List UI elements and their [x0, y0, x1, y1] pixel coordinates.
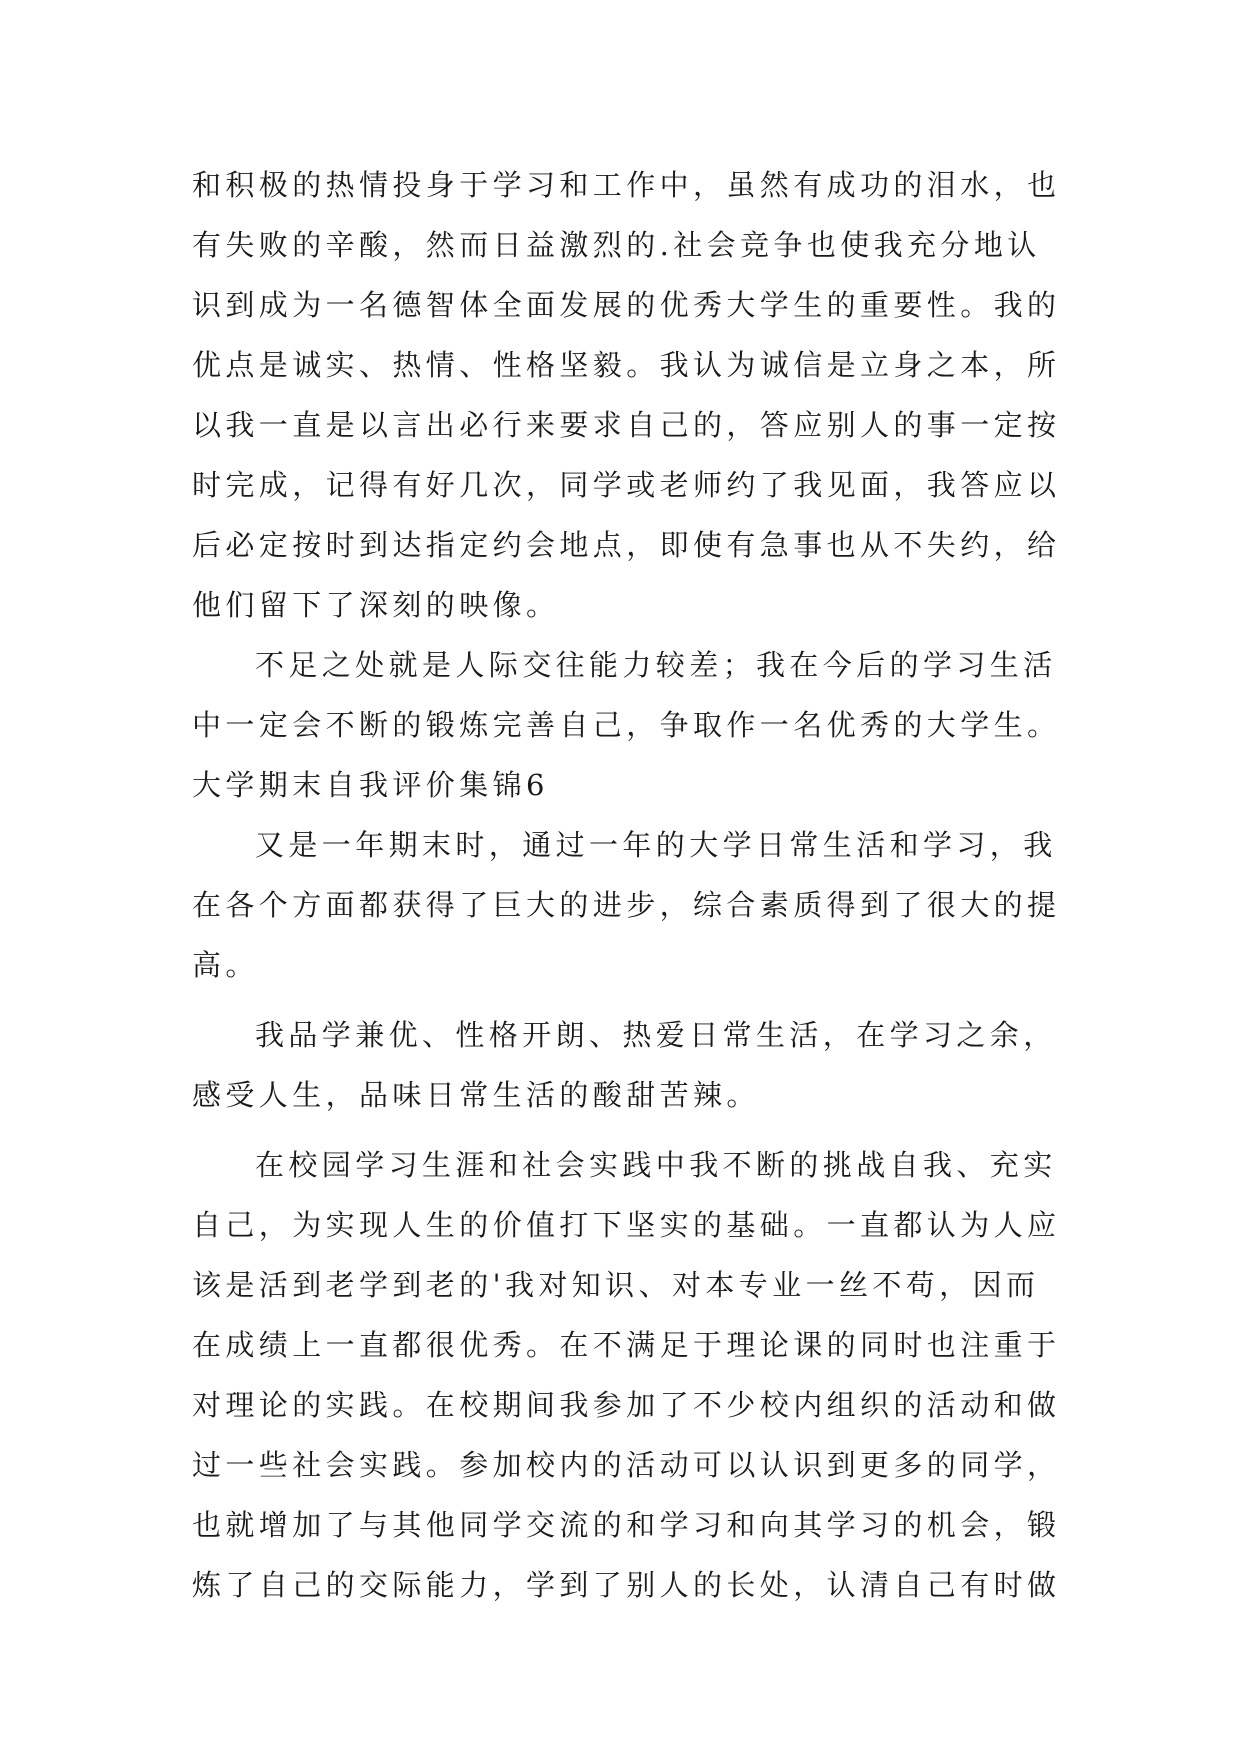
paragraph-first-line: 又是一年期末时，通过一年的大学日常生活和学习，我: [255, 828, 1057, 862]
paragraph-first-line: 我品学兼优、性格开朗、热爱日常生活，在学习之余，: [255, 1018, 1057, 1052]
text-line: 在成绩上一直都很优秀。在不满足于理论课的同时也注重于: [192, 1328, 1061, 1362]
text-line: 也就增加了与其他同学交流的和学习和向其学习的机会，锻: [192, 1508, 1061, 1542]
text-line: 自己，为实现人生的价值打下坚实的基础。一直都认为人应: [192, 1208, 1061, 1242]
text-line: 后必定按时到达指定约会地点，即使有急事也从不失约，给: [192, 528, 1061, 562]
section-heading: 大学期末自我评价集锦6: [192, 768, 549, 802]
text-line: 在各个方面都获得了巨大的进步，综合素质得到了很大的提: [192, 888, 1061, 922]
text-line: 高。: [192, 948, 259, 982]
text-line: 识到成为一名德智体全面发展的优秀大学生的重要性。我的: [192, 288, 1061, 322]
paragraph-first-line: 不足之处就是人际交往能力较差；我在今后的学习生活: [255, 648, 1057, 682]
text-line: 该是活到老学到老的'我对知识、对本专业一丝不苟，因而: [192, 1268, 1040, 1302]
text-line: 感受人生，品味日常生活的酸甜苦辣。: [192, 1078, 760, 1112]
text-line: 中一定会不断的锻炼完善自己，争取作一名优秀的大学生。: [192, 708, 1061, 742]
text-line: 炼了自己的交际能力，学到了别人的长处，认清自己有时做: [192, 1568, 1061, 1602]
text-line: 时完成，记得有好几次，同学或老师约了我见面，我答应以: [192, 468, 1061, 502]
text-line: 和积极的热情投身于学习和工作中，虽然有成功的泪水，也: [192, 168, 1061, 202]
text-line: 优点是诚实、热情、性格坚毅。我认为诚信是立身之本，所: [192, 348, 1061, 382]
text-line: 他们留下了深刻的映像。: [192, 588, 560, 622]
text-line: 有失败的辛酸，然而日益激烈的.社会竞争也使我充分地认: [192, 228, 1041, 262]
text-line: 过一些社会实践。参加校内的活动可以认识到更多的同学，: [192, 1448, 1061, 1482]
paragraph-first-line: 在校园学习生涯和社会实践中我不断的挑战自我、充实: [255, 1148, 1057, 1182]
text-line: 以我一直是以言出必行来要求自己的，答应别人的事一定按: [192, 408, 1061, 442]
text-line: 对理论的实践。在校期间我参加了不少校内组织的活动和做: [192, 1388, 1061, 1422]
